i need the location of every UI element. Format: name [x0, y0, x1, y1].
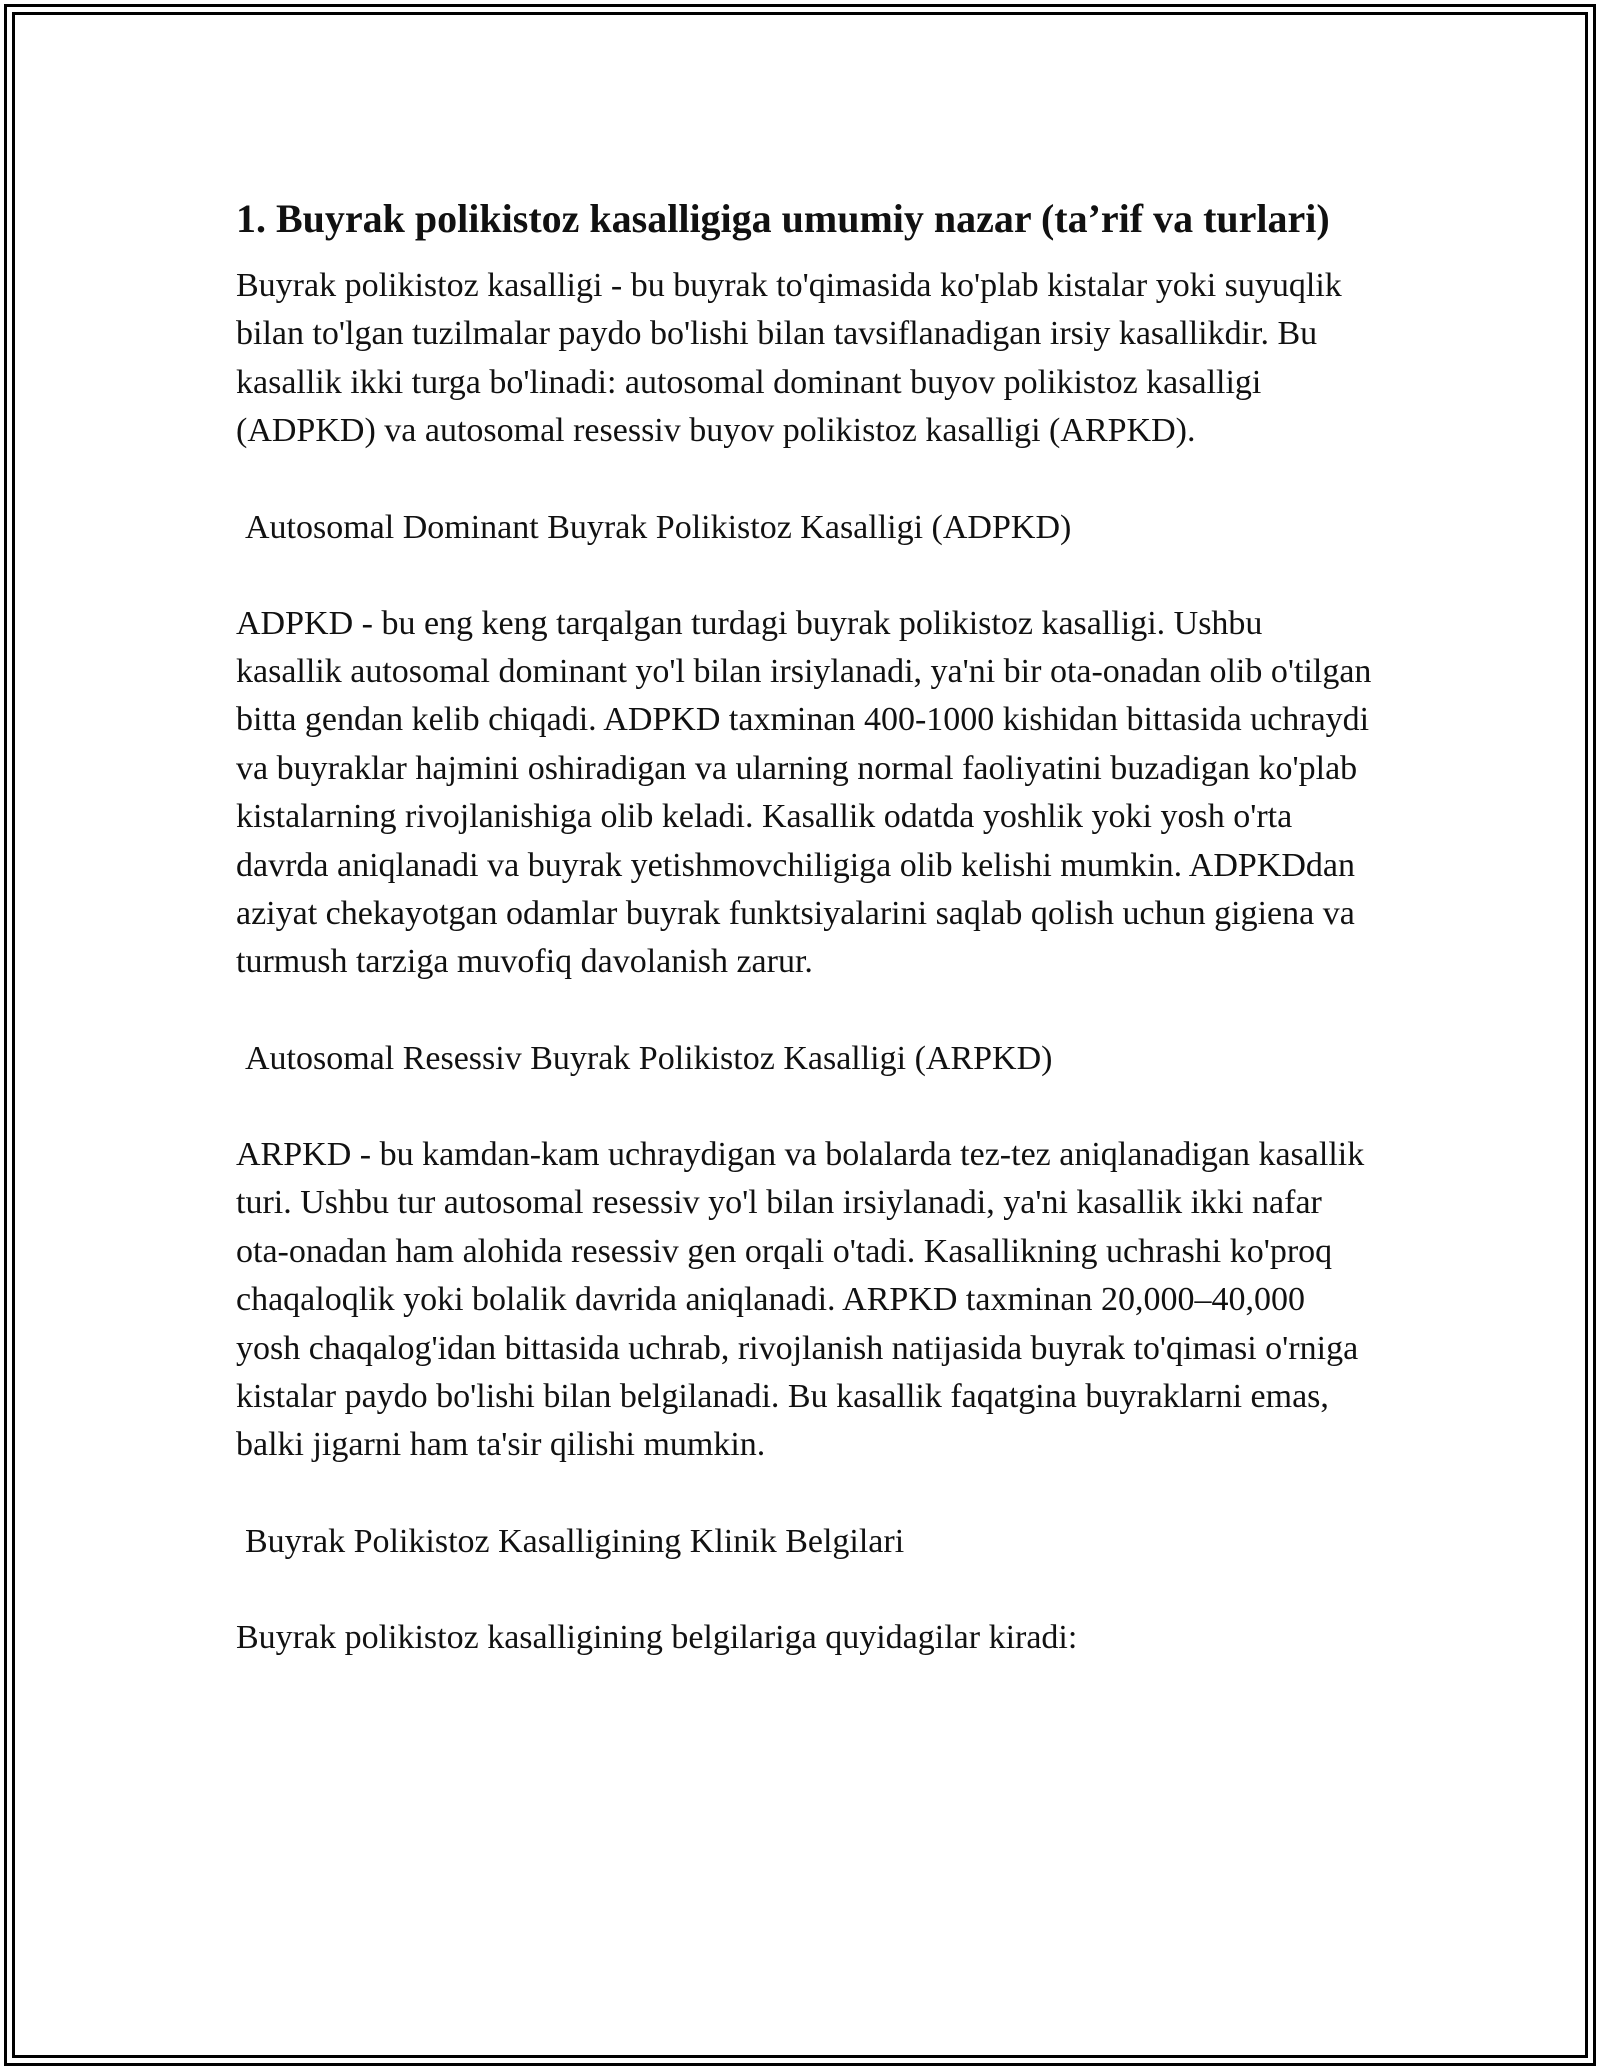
clinical-signs-subheading: Buyrak Polikistoz Kasalligining Klinik Belgilari	[245, 1522, 905, 1560]
clinical-signs-paragraph: Buyrak polikistoz kasalligining belgilariga quyidagilar kiradi:	[236, 1618, 1078, 1656]
document-body	[236, 190, 1376, 1662]
arpkd-paragraph: ARPKD - bu kamdan-kam uchraydigan va bolalarda tez-tez aniqlanadigan kasallik turi. Ushbu tur autosomal resessiv yo'l bilan irsiylanadi, ya'ni kasallik ikki nafar ota-onadan ham alohida resessiv gen orqali o'tadi. Kasallikning uchrashi ko'proq chaqaloqlik yoki bolalik davrida aniqlanadi. ARPKD taxminan 20,000–40,000 yosh chaqalog'idan bittasida uchrab, rivojlanish natijasida buyrak to'qimasi o'rniga kistalar paydo bo'lishi bilan belgilanadi. Bu kasallik faqatgina buyraklarni emas, balki jigarni ham ta'sir qilishi mumkin.	[236, 1135, 1365, 1464]
arpkd-subheading: Autosomal Resessiv Buyrak Polikistoz Kasalligi (ARPKD)	[245, 1039, 1053, 1077]
adpkd-subheading: Autosomal Dominant Buyrak Polikistoz Kasalligi (ADPKD)	[245, 508, 1072, 546]
adpkd-paragraph: ADPKD - bu eng keng tarqalgan turdagi buyrak polikistoz kasalligi. Ushbu kasallik autosomal dominant yo'l bilan irsiylanadi, ya'ni bir ota-onadan olib o'tilgan bitta gendan kelib chiqadi. ADPKD taxminan 400-1000 kishidan bittasida uchraydi va buyraklar hajmini oshiradigan va ularning normal faoliyatini buzadigan ko'plab kistalarning rivojlanishiga olib keladi. Kasallik odatda yoshlik yoki yosh o'rta davrda aniqlanadi va buyrak yetishmovchiligiga olib kelishi mumkin. ADPKDdan aziyat chekayotgan odamlar buyrak funktsiyalarini saqlab qolish uchun gigiena va turmush tarziga muvofiq davolanish zarur.	[236, 604, 1372, 981]
section-heading: 1. Buyrak polikistoz kasalligiga umumiy nazar (ta’rif va turlari)	[236, 196, 1330, 241]
intro-paragraph: Buyrak polikistoz kasalligi - bu buyrak to'qimasida ko'plab kistalar yoki suyuqlik bilan to'lgan tuzilmalar paydo bo'lishi bilan tavsiflanadigan irsiy kasallikdir. Bu kasallik ikki turga bo'linadi: autosomal dominant buyov polikistoz kasalligi (ADPKD) va autosomal resessiv buyov polikistoz kasalligi (ARPKD).	[236, 267, 1342, 450]
